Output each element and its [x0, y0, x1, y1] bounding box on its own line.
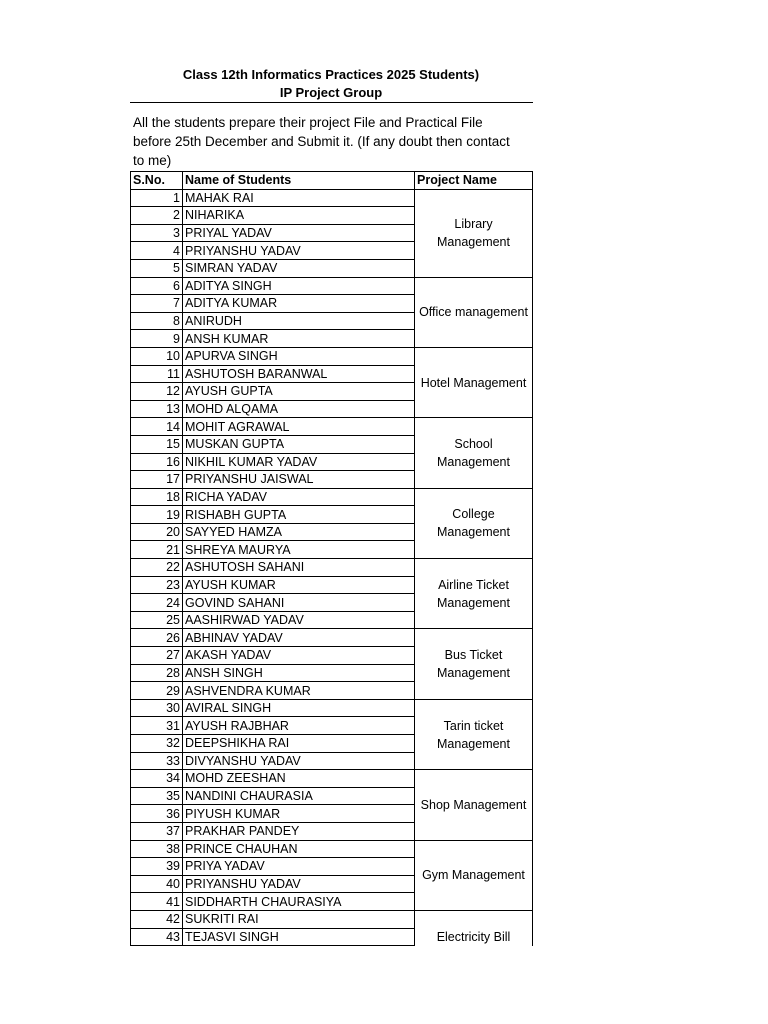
- cell-project-name: Electricity Bill: [415, 910, 533, 945]
- cell-sno: 38: [131, 840, 183, 858]
- cell-student-name: SIMRAN YADAV: [183, 259, 415, 277]
- cell-student-name: MOHD ALQAMA: [183, 400, 415, 418]
- table-row: [131, 347, 533, 365]
- student-project-table: [130, 171, 533, 946]
- cell-sno: 11: [131, 365, 183, 383]
- column-header-sno: S.No.: [131, 172, 183, 190]
- table-row: [131, 559, 533, 577]
- cell-sno: 3: [131, 224, 183, 242]
- cell-student-name: AYUSH RAJBHAR: [183, 717, 415, 735]
- cell-student-name: ADITYA KUMAR: [183, 295, 415, 313]
- table-row: [131, 189, 533, 207]
- cell-student-name: ASHVENDRA KUMAR: [183, 682, 415, 700]
- cell-sno: 33: [131, 752, 183, 770]
- cell-sno: 12: [131, 383, 183, 401]
- cell-student-name: PRAKHAR PANDEY: [183, 822, 415, 840]
- cell-sno: 36: [131, 805, 183, 823]
- cell-student-name: APURVA SINGH: [183, 347, 415, 365]
- cell-student-name: RICHA YADAV: [183, 488, 415, 506]
- cell-student-name: AVIRAL SINGH: [183, 699, 415, 717]
- cell-student-name: ABHINAV YADAV: [183, 629, 415, 647]
- cell-student-name: AASHIRWAD YADAV: [183, 611, 415, 629]
- cell-student-name: PRIYAL YADAV: [183, 224, 415, 242]
- cell-project-name: Airline Ticket Management: [415, 559, 533, 629]
- cell-project-name: Hotel Management: [415, 347, 533, 417]
- cell-student-name: SIDDHARTH CHAURASIYA: [183, 893, 415, 911]
- cell-student-name: ANSH SINGH: [183, 664, 415, 682]
- cell-sno: 23: [131, 576, 183, 594]
- cell-student-name: MAHAK RAI: [183, 189, 415, 207]
- title-underline: [130, 102, 533, 103]
- table-row: [131, 910, 533, 928]
- cell-sno: 32: [131, 735, 183, 753]
- cell-sno: 18: [131, 488, 183, 506]
- table-row: [131, 840, 533, 858]
- cell-student-name: SHREYA MAURYA: [183, 541, 415, 559]
- cell-student-name: GOVIND SAHANI: [183, 594, 415, 612]
- cell-sno: 26: [131, 629, 183, 647]
- cell-sno: 5: [131, 259, 183, 277]
- cell-project-name: School Management: [415, 418, 533, 488]
- cell-student-name: ASHUTOSH SAHANI: [183, 559, 415, 577]
- table-row: [131, 418, 533, 436]
- cell-project-name: College Management: [415, 488, 533, 558]
- cell-student-name: NIKHIL KUMAR YADAV: [183, 453, 415, 471]
- instruction-note: All the students prepare their project File and Practical File before 25th December and Submit it. (If any doubt then contact to me): [133, 115, 510, 168]
- cell-project-name: Gym Management: [415, 840, 533, 910]
- cell-sno: 20: [131, 523, 183, 541]
- cell-student-name: NANDINI CHAURASIA: [183, 787, 415, 805]
- cell-student-name: AYUSH GUPTA: [183, 383, 415, 401]
- cell-sno: 27: [131, 647, 183, 665]
- cell-student-name: TEJASVI SINGH: [183, 928, 415, 946]
- cell-sno: 21: [131, 541, 183, 559]
- cell-sno: 40: [131, 875, 183, 893]
- cell-student-name: ASHUTOSH BARANWAL: [183, 365, 415, 383]
- cell-sno: 43: [131, 928, 183, 946]
- cell-student-name: ANSH KUMAR: [183, 330, 415, 348]
- cell-sno: 24: [131, 594, 183, 612]
- cell-student-name: PRINCE CHAUHAN: [183, 840, 415, 858]
- cell-student-name: DIVYANSHU YADAV: [183, 752, 415, 770]
- cell-sno: 17: [131, 471, 183, 489]
- cell-sno: 42: [131, 910, 183, 928]
- cell-sno: 37: [131, 822, 183, 840]
- cell-sno: 25: [131, 611, 183, 629]
- cell-sno: 29: [131, 682, 183, 700]
- table-row: [131, 770, 533, 788]
- table-header-row: [131, 172, 533, 190]
- table-row: [131, 699, 533, 717]
- cell-student-name: MOHIT AGRAWAL: [183, 418, 415, 436]
- cell-student-name: NIHARIKA: [183, 207, 415, 225]
- cell-sno: 13: [131, 400, 183, 418]
- table-row: [131, 488, 533, 506]
- cell-sno: 2: [131, 207, 183, 225]
- cell-sno: 15: [131, 435, 183, 453]
- cell-sno: 6: [131, 277, 183, 295]
- cell-sno: 34: [131, 770, 183, 788]
- cell-sno: 28: [131, 664, 183, 682]
- cell-student-name: PRIYANSHU YADAV: [183, 242, 415, 260]
- cell-sno: 14: [131, 418, 183, 436]
- column-header-project: Project Name: [415, 172, 533, 190]
- cell-sno: 1: [131, 189, 183, 207]
- cell-project-name: Bus Ticket Management: [415, 629, 533, 699]
- cell-sno: 30: [131, 699, 183, 717]
- cell-sno: 22: [131, 559, 183, 577]
- cell-sno: 41: [131, 893, 183, 911]
- cell-student-name: PIYUSH KUMAR: [183, 805, 415, 823]
- cell-student-name: MOHD ZEESHAN: [183, 770, 415, 788]
- document-subtitle: IP Project Group: [279, 85, 383, 100]
- cell-student-name: RISHABH GUPTA: [183, 506, 415, 524]
- cell-sno: 7: [131, 295, 183, 313]
- column-header-name: Name of Students: [183, 172, 415, 190]
- cell-student-name: MUSKAN GUPTA: [183, 435, 415, 453]
- cell-student-name: ANIRUDH: [183, 312, 415, 330]
- cell-student-name: AYUSH KUMAR: [183, 576, 415, 594]
- cell-student-name: DEEPSHIKHA RAI: [183, 735, 415, 753]
- cell-sno: 35: [131, 787, 183, 805]
- cell-sno: 39: [131, 858, 183, 876]
- cell-project-name: Tarin ticket Management: [415, 699, 533, 769]
- cell-student-name: ADITYA SINGH: [183, 277, 415, 295]
- cell-student-name: SUKRITI RAI: [183, 910, 415, 928]
- document-title: Class 12th Informatics Practices 2025 Students): [182, 67, 480, 82]
- cell-sno: 9: [131, 330, 183, 348]
- cell-sno: 31: [131, 717, 183, 735]
- table-row: [131, 629, 533, 647]
- table-body: [131, 189, 533, 946]
- cell-student-name: AKASH YADAV: [183, 647, 415, 665]
- cell-project-name: Shop Management: [415, 770, 533, 840]
- cell-sno: 8: [131, 312, 183, 330]
- cell-student-name: PRIYANSHU JAISWAL: [183, 471, 415, 489]
- cell-project-name: Library Management: [415, 189, 533, 277]
- cell-sno: 4: [131, 242, 183, 260]
- cell-student-name: PRIYA YADAV: [183, 858, 415, 876]
- cell-sno: 10: [131, 347, 183, 365]
- cell-sno: 19: [131, 506, 183, 524]
- table-row: [131, 277, 533, 295]
- cell-sno: 16: [131, 453, 183, 471]
- cell-student-name: SAYYED HAMZA: [183, 523, 415, 541]
- cell-project-name: Office management: [415, 277, 533, 347]
- cell-student-name: PRIYANSHU YADAV: [183, 875, 415, 893]
